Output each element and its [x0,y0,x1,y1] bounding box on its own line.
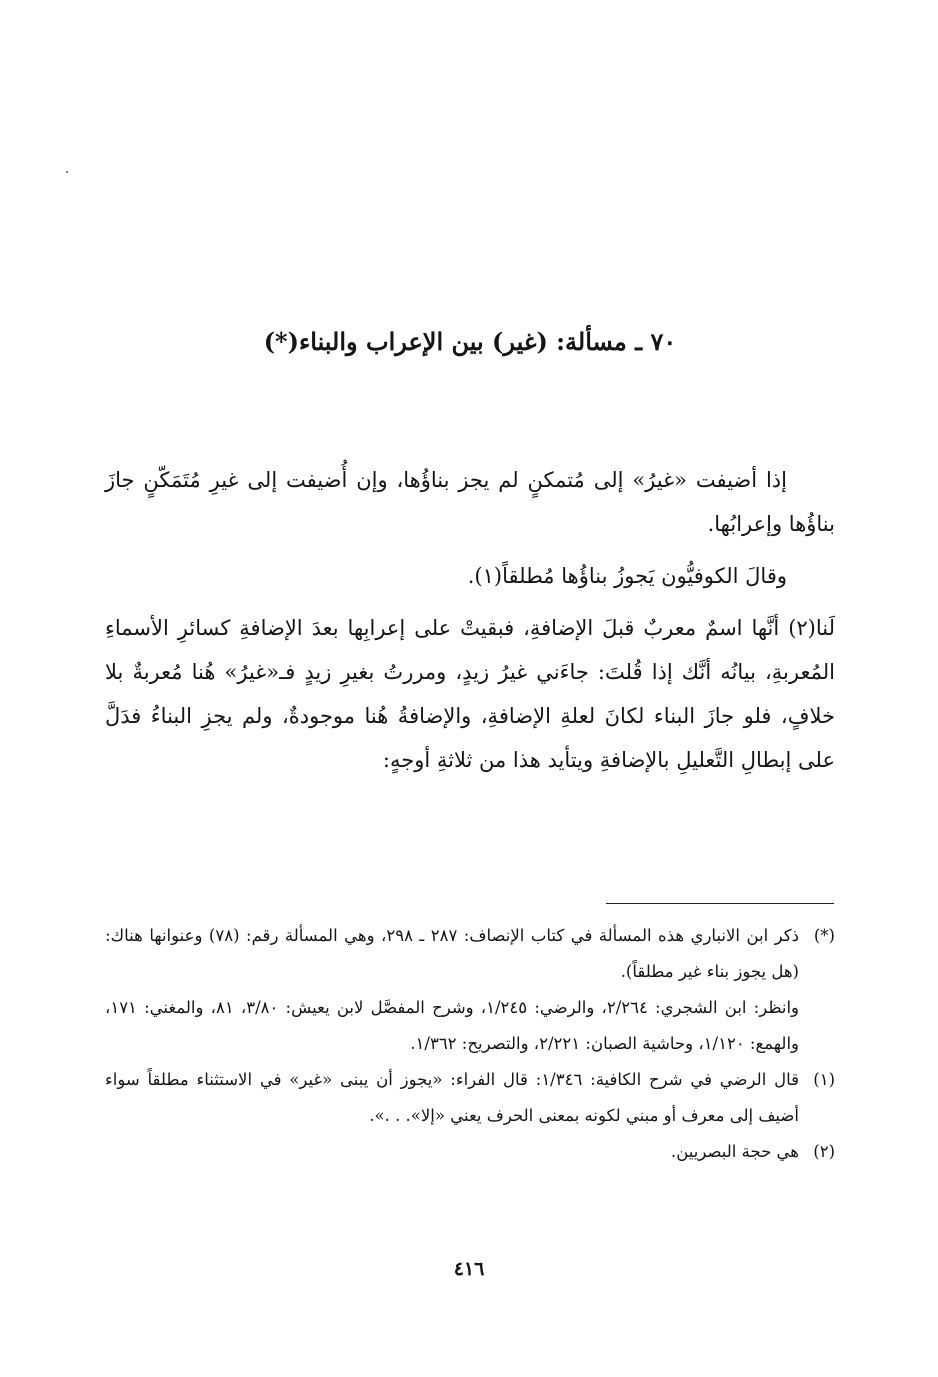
footnote-marker: (١) [813,1070,835,1089]
paragraph-2: وقالَ الكوفيُّون يَجوزُ بناؤُها مُطلقاً(١). [467,564,787,588]
footnote-text: هي حجة البصريين. [670,1142,799,1161]
footnote-2 [105,1134,835,1170]
footnote-marker: (*) [813,926,835,945]
footnote-text: قال الرضي في شرح الكافية: ١/٣٤٦: قال الفراء: «يجوز أن يبنى «غير» في الاستثناء مطلقاً سواء أضيف إلى معرف أو مبني لكونه بمعنى الحرف يعني «إلا». . .». [105,1070,799,1125]
page-number: ٤١٦ [453,1258,485,1280]
footnote-marker: (٢) [813,1142,835,1161]
section-heading: ٧٠ ـ مسألة: (غير) بين الإعراب والبناء(*) [263,327,677,356]
paragraph-3: لَنا(٢) أنَّها اسمٌ معربٌ قبلَ الإضافةِ، فبقيتْ على إعرابِها بعدَ الإضافةِ كسائرِ الأسماءِ المُعربةِ، بيانُه أنَّك إذا قُلتَ: جاءَني غيرُ زيدٍ، ومررتُ بغيرِ زيدٍ فـ«غيرُ» هُنا مُعربةٌ بلا خلافٍ، فلو جازَ البناء لكانَ لعلةِ الإضافةِ، والإضافةُ هُنا موجودةٌ، ولم يجزِ البناءُ فدَلَّ على إبطالِ التَّعليلِ بالإضافةِ ويتأيد هذا من ثلاثةِ أوجهٍ: [105,616,835,772]
footnote-star-continuation: وانظر: ابن الشجري: ٢/٢٦٤، والرضي: ١/٢٤٥، وشرح المفصَّل لابن يعيش: ٣/٨٠، ٨١، والمغني: ١٧١، والهمع: ١/١٢٠، وحاشية الصبان: ٢/٢٢١، والتصريح: ١/٣٦٢. [105,998,800,1053]
footnote-separator [606,903,834,904]
footnote-star [105,918,835,990]
paragraph-1: إذا أضيفت «غيرُ» إلى مُتمكنٍ لم يجز بناؤُها، وإن أُضيفت إلى غيرِ مُتَمَكّنٍ جازَ بناؤُها وإعرابُها. [105,468,835,536]
footnote-text: ذكر ابن الانباري هذه المسألة في كتاب الإنصاف: ٢٨٧ ـ ٢٩٨، وهي المسألة رقم: (٧٨) وعنوانها هناك: (هل يجوز بناء غير مطلقاً). [105,926,799,981]
footnotes [105,918,835,1170]
scan-speck [66,171,68,173]
main-text [105,458,835,782]
footnote-1 [105,1062,835,1134]
